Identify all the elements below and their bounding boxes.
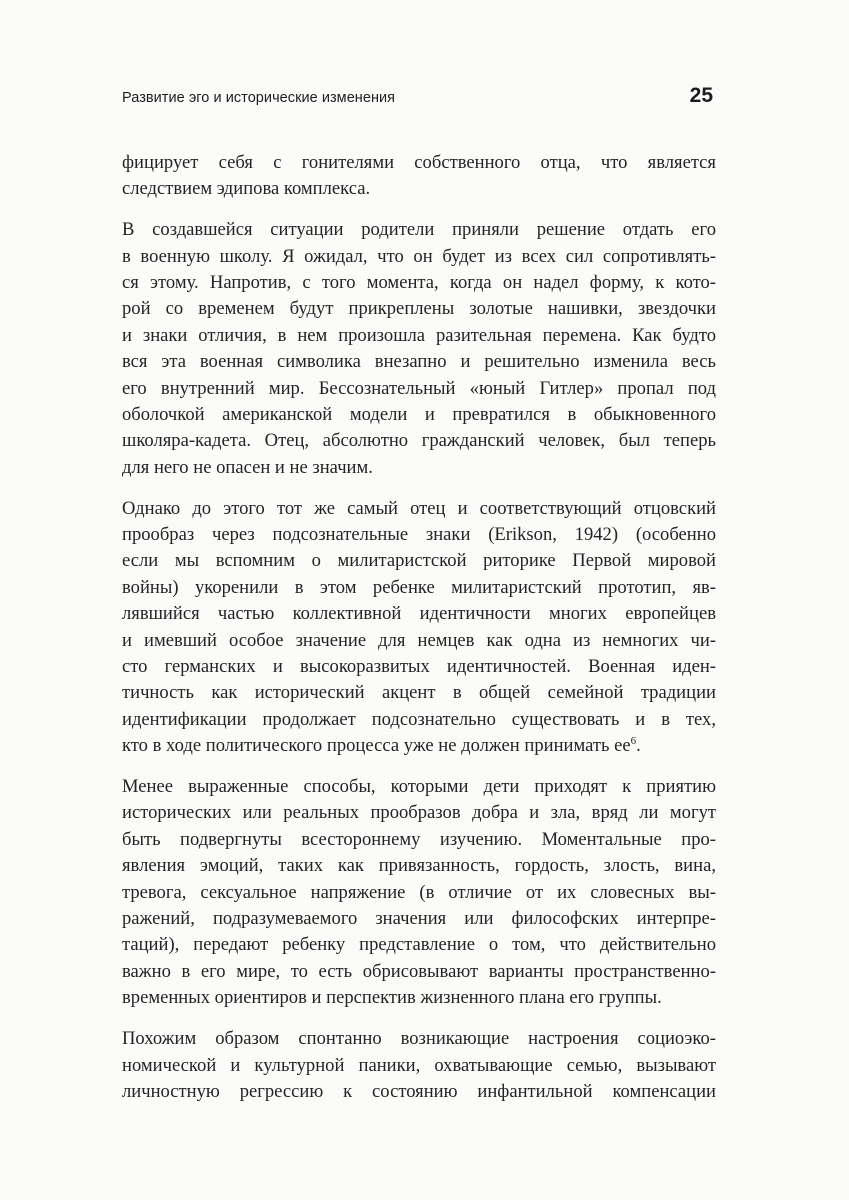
text-line: таций), передают ребенку представление о том, что действительно: [122, 934, 716, 956]
text-line: школяра-кадета. Отец, абсолютно гражданский человек, был теперь: [122, 430, 716, 452]
text-line: для него не опасен и не значим.: [122, 456, 373, 478]
text-line: явления эмоций, таких как привязанность, гордость, злость, вина,: [122, 855, 716, 877]
text-line: важно в его мире, то есть обрисовывают варианты пространственно-: [122, 960, 716, 982]
text-line: тревога, сексуальное напряжение (в отличие от их словесных вы-: [122, 881, 716, 903]
text-line: ся этому. Напротив, с того момента, когда он надел форму, к кото-: [122, 272, 716, 294]
text-line: лявшийся частью коллективной идентичности многих европейцев: [122, 603, 716, 625]
text-line: номической и культурной паники, охватывающие семью, вызывают: [122, 1054, 716, 1076]
paragraph-3: [122, 496, 716, 760]
text-line: сто германских и высокоразвитых идентичностей. Военная иден-: [122, 656, 716, 678]
text-line: в военную школу. Я ожидал, что он будет из всех сил сопротивлять-: [122, 245, 716, 267]
text-line: прообраз через подсознательные знаки (Erikson, 1942) (особенно: [122, 524, 716, 546]
text-line: идентификации продолжает подсознательно существовать и в тех,: [122, 708, 716, 730]
text-line: кто в ходе политического процесса уже не должен принимать ее: [122, 735, 631, 757]
text-line: В создавшейся ситуации родители приняли решение отдать его: [122, 219, 716, 241]
paragraph-4: [122, 774, 716, 1012]
text-line: войны) укоренили в этом ребенке милитаристский прототип, яв-: [122, 576, 716, 598]
body-text: [122, 150, 716, 1120]
end-punct: .: [636, 735, 641, 757]
running-title: Развитие эго и исторические изменения: [122, 90, 396, 106]
text-line: Похожим образом спонтанно возникающие настроения социоэко-: [122, 1028, 716, 1050]
text-line: Менее выраженные способы, которыми дети приходят к приятию: [122, 776, 716, 798]
text-line: вся эта военная символика внезапно и решительно изменила весь: [122, 351, 716, 373]
text-line: фицирует себя с гонителями собственного отца, что является: [122, 152, 716, 173]
text-line: Однако до этого тот же самый отец и соответствующий отцовский: [122, 497, 716, 519]
text-line: и знаки отличия, в нем произошла разительная перемена. Как будто: [122, 324, 716, 346]
text-line: оболочкой американской модели и превратился в обыкновенного: [122, 404, 716, 426]
text-line: если мы вспомним о милитаристской риторике Первой мировой: [122, 550, 716, 572]
running-header: [122, 86, 717, 110]
paragraph-1: [122, 150, 716, 203]
footnote-ref[interactable]: 6: [630, 735, 637, 748]
text-line: быть подвергнуты всестороннему изучению. Моментальные про-: [122, 828, 716, 850]
text-line: и имевший особое значение для немцев как одна из немногих чи-: [122, 629, 716, 651]
text-line: ражений, подразумеваемого значения или философских интерпре-: [122, 908, 716, 930]
text-line-with-footnote: [122, 733, 716, 759]
text-line: рой со временем будут прикреплены золотые нашивки, звездочки: [122, 298, 716, 320]
paragraph-2: [122, 217, 716, 481]
text-line: его внутренний мир. Бессознательный «юный Гитлер» пропал под: [122, 377, 716, 399]
text-line: тичность как исторический акцент в общей семейной традиции: [122, 682, 716, 704]
text-line: личностную регрессию к состоянию инфантильной компенсации: [122, 1080, 716, 1102]
text-line: исторических или реальных прообразов добра и зла, вряд ли могут: [122, 802, 716, 824]
text-line: следствием эдипова комплекса.: [122, 178, 371, 200]
text-line: временных ориентиров и перспектив жизненного плана его группы.: [122, 987, 662, 1009]
paragraph-5: [122, 1026, 716, 1105]
page-number: 25: [689, 84, 713, 107]
